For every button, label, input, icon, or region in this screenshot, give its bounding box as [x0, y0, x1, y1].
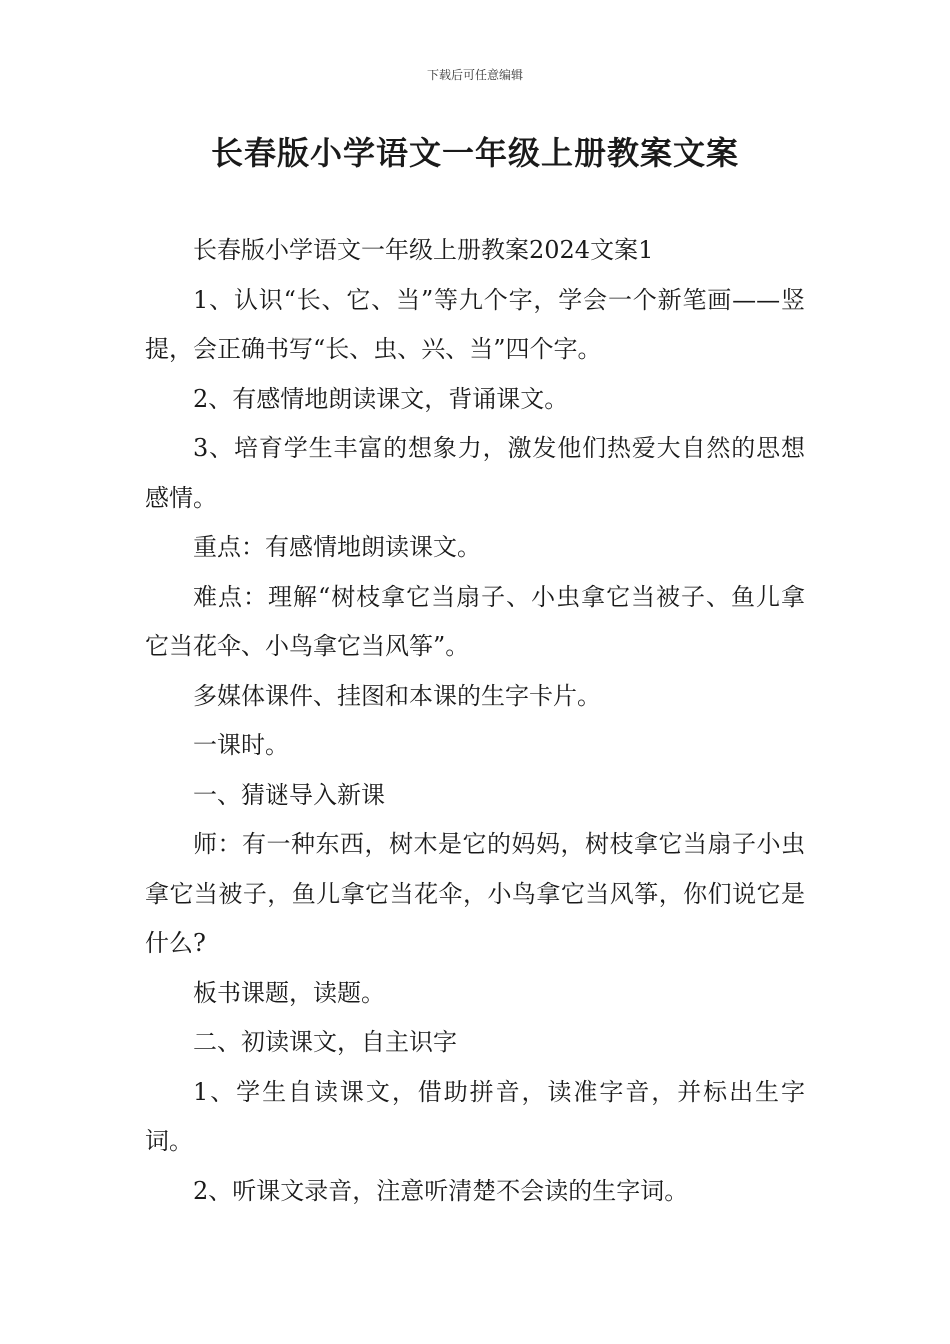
paragraph-goal-3: 3、培育学生丰富的想象力，激发他们热爱大自然的思想感情。 — [145, 434, 805, 512]
paragraph-subtitle: 长春版小学语文一年级上册教案2024文案1 — [193, 236, 654, 264]
paragraph-duration: 一课时。 — [193, 731, 289, 759]
document-body — [145, 226, 805, 1216]
paragraph-difficulty: 难点：理解“树枝拿它当扇子、小虫拿它当被子、鱼儿拿它当花伞、小鸟拿它当风筝”。 — [145, 582, 805, 660]
paragraph-section-1: 一、猜谜导入新课 — [193, 780, 385, 809]
paragraph-goal-1: 1、认识“长、它、当”等九个字，学会一个新笔画——竖提，会正确书写“长、虫、兴、当”四个字。 — [145, 285, 805, 363]
document-title: 长春版小学语文一年级上册教案文案 — [210, 134, 739, 172]
paragraph-materials: 多媒体课件、挂图和本课的生字卡片。 — [193, 681, 601, 710]
header-note: 下载后可任意编辑 — [426, 68, 523, 82]
paragraph-step-2: 2、听课文录音，注意听清楚不会读的生字词。 — [193, 1176, 689, 1205]
paragraph-section-2: 二、初读课文，自主识字 — [193, 1028, 457, 1056]
paragraph-riddle: 师：有一种东西，树木是它的妈妈，树枝拿它当扇子小虫拿它当被子，鱼儿拿它当花伞，小鸟拿它当风筝，你们说它是什么? — [145, 830, 805, 957]
paragraph-board-title: 板书课题，读题。 — [193, 978, 385, 1007]
paragraph-goal-2: 2、有感情地朗读课文，背诵课文。 — [193, 384, 569, 413]
paragraph-key-point: 重点：有感情地朗读课文。 — [193, 533, 481, 561]
paragraph-step-1: 1、学生自读课文，借助拼音，读准字音，并标出生字词。 — [145, 1077, 805, 1155]
